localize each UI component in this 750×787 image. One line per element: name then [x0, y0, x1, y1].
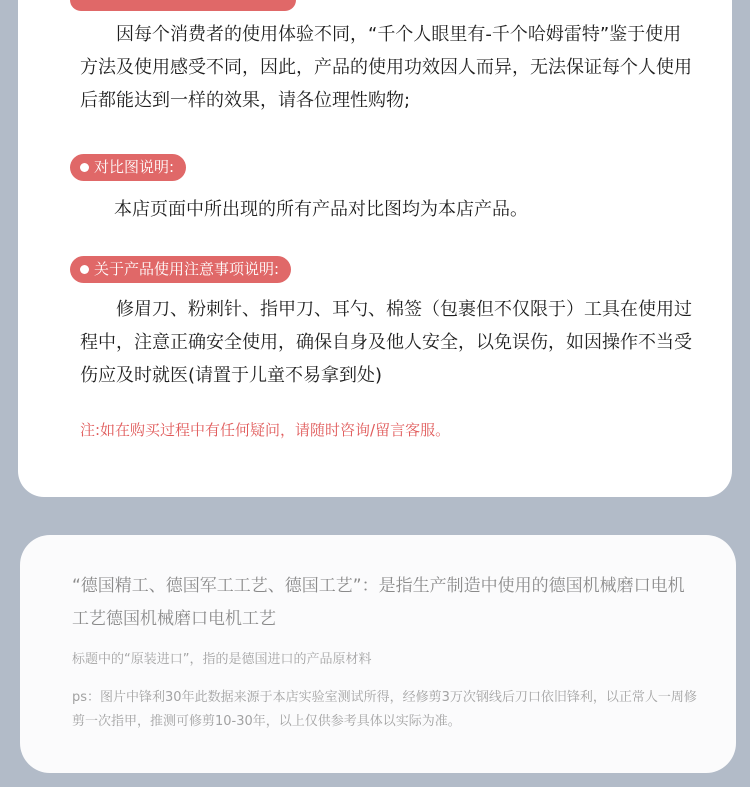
usage-disclaimer-paragraph: 因每个消费者的使用体验不同，“千个人眼里有-千个哈姆雷特”鉴于使用方法及使用感受不同，因此，产品的使用功效因人而异，无法保证每个人使用后都能达到一样的效果，请各位理性购物; [80, 24, 692, 111]
usage-notes-header-pill [70, 256, 291, 283]
usage-notes-header-label: 关于产品使用注意事项说明: [94, 260, 280, 278]
usage-notes-paragraph: 修眉刀、粉刺针、指甲刀、耳勺、棉签（包裹但不仅限于）工具在使用过程中，注意正确安全使用，确保自身及他人安全，以免误伤，如因操作不当受伤应及时就医(请置于儿童不易拿到处) [80, 299, 692, 386]
comparison-header-pill [70, 154, 186, 181]
german-craft-explanation: “德国精工、德国军工工艺、德国工艺”：是指生产制造中使用的德国机械磨口电机工艺德国机械磨口电机工艺 [72, 576, 685, 629]
customer-service-note: 注:如在购买过程中有任何疑问，请随时咨询/留言客服。 [80, 421, 451, 439]
bullet-dot-icon [80, 163, 89, 172]
comparison-paragraph: 本店页面中所出现的所有产品对比图均为本店产品。 [114, 199, 528, 220]
bullet-dot-icon [80, 265, 89, 274]
comparison-header-label: 对比图说明: [94, 158, 175, 176]
sharpness-test-note: ps：图片中锋利30年此数据来源于本店实验室测试所得，经修剪3万次钢线后刀口依旧锋利，以正常人一周修剪一次指甲，推测可修剪10-30年，以上仅供参考具体以实际为准。 [72, 690, 697, 729]
disclaimer-card [20, 535, 736, 773]
info-card [18, 0, 732, 497]
original-import-explanation: 标题中的“原装进口”，指的是德国进口的产品原材料 [72, 652, 372, 667]
section-header-pill-cropped [70, 0, 296, 11]
